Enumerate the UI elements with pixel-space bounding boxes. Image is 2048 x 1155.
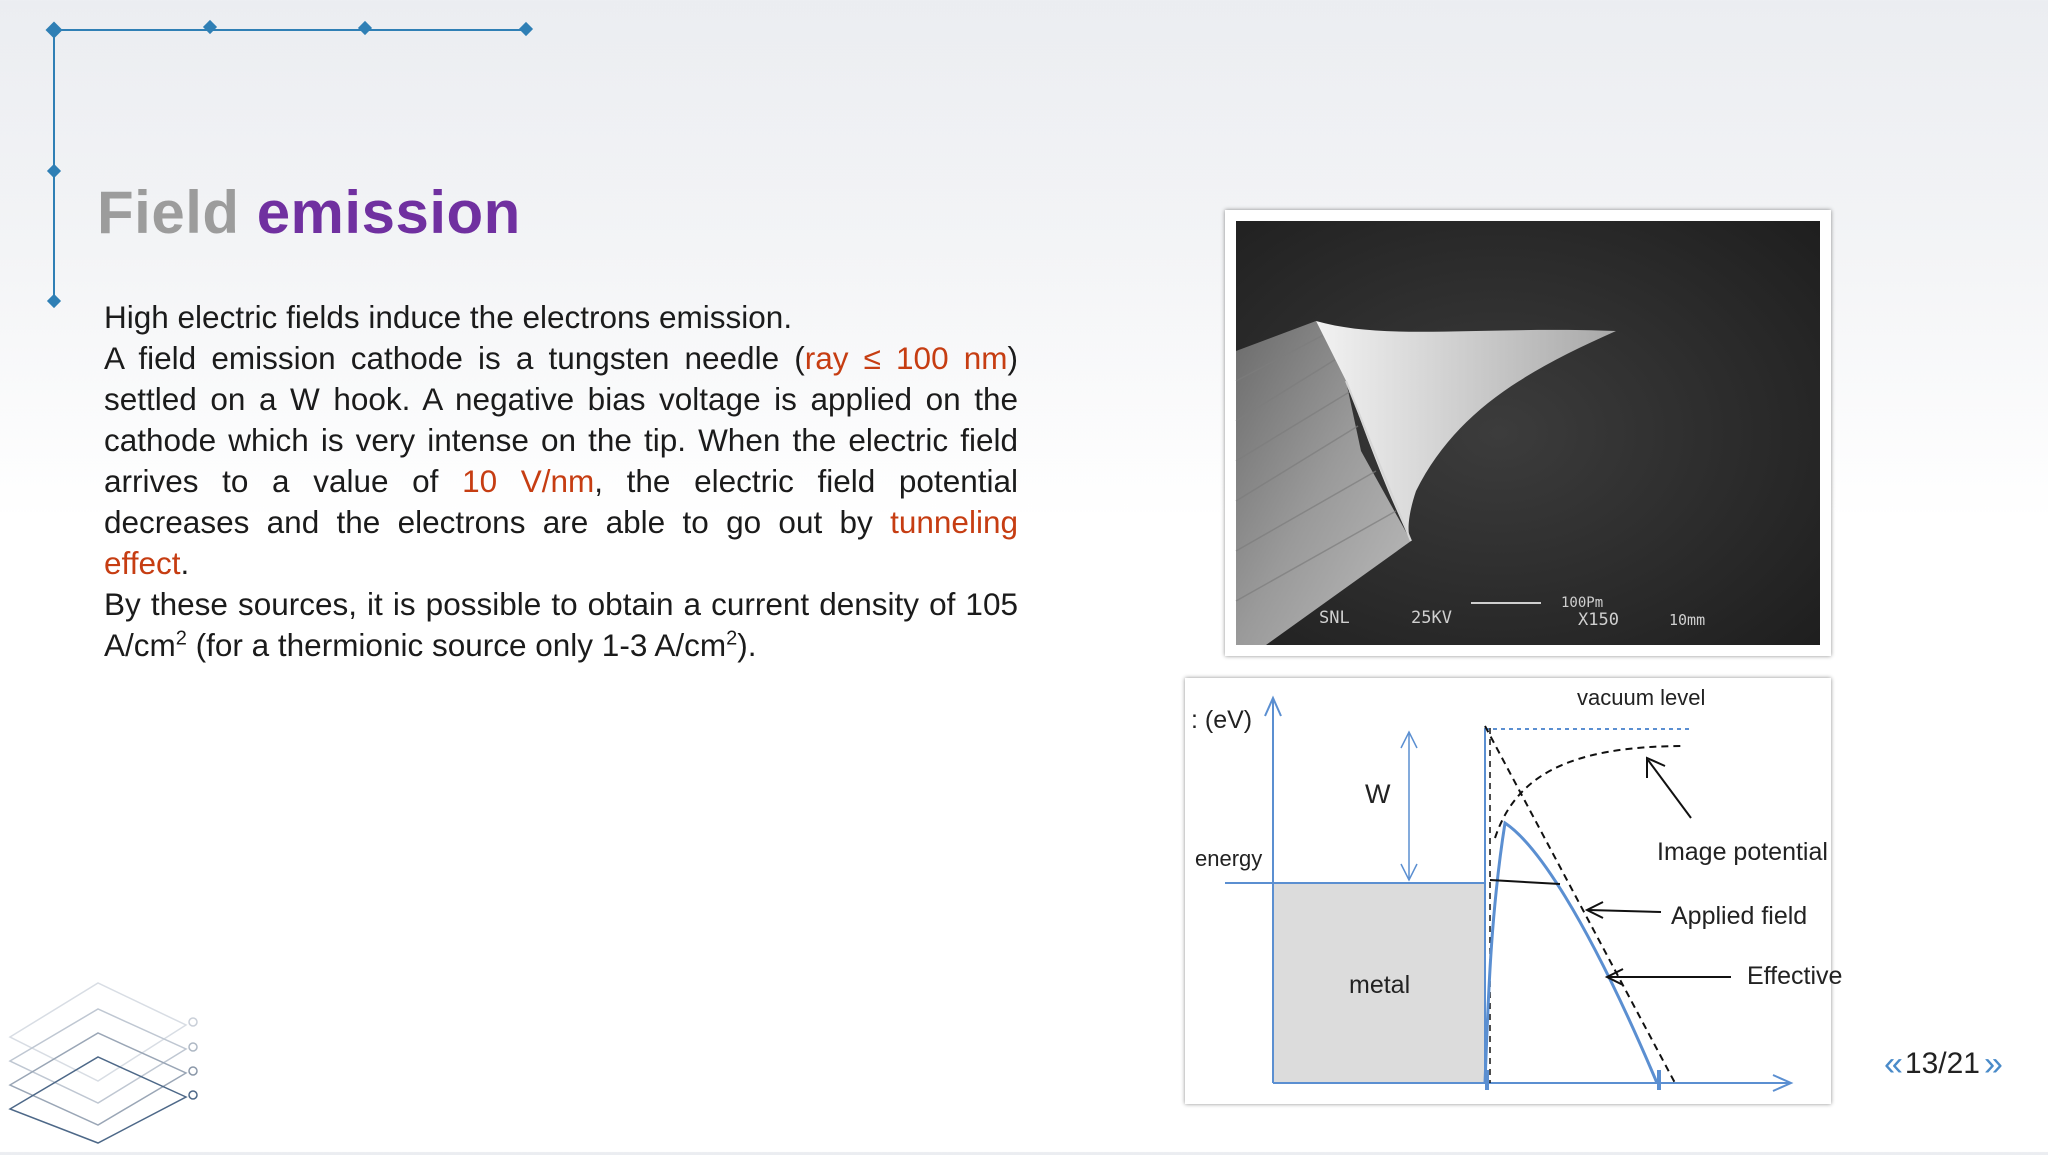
highlight-tunneling: tunneling effect xyxy=(104,504,1018,581)
p2-text-d: . xyxy=(180,545,190,581)
paragraph-1: High electric fields induce the electrons emission. xyxy=(104,299,793,335)
title-part-1: Field xyxy=(97,179,240,246)
sem-label-lab: SNL xyxy=(1319,608,1350,628)
label-vacuum-level: vacuum level xyxy=(1577,685,1706,710)
label-energy: energy xyxy=(1195,846,1263,871)
p3-text-c: ). xyxy=(737,627,757,663)
title-part-2: emission xyxy=(256,179,521,246)
sem-label-scale: 100Pm xyxy=(1561,595,1604,611)
double-chevron-right-icon[interactable]: » xyxy=(1984,1044,1993,1083)
label-energy-axis: : (eV) xyxy=(1191,706,1253,734)
paragraph-2 xyxy=(104,338,1018,584)
sem-label-working-distance: 10mm xyxy=(1669,611,1706,629)
p3-text-b: (for a thermionic source only 1-3 A/cm xyxy=(186,627,727,663)
double-chevron-left-icon[interactable]: « xyxy=(1884,1044,1893,1083)
page-number: 13/21 xyxy=(1904,1047,1980,1080)
label-effective: Effective xyxy=(1747,962,1843,990)
paragraph-3 xyxy=(104,584,1018,666)
pagination xyxy=(1884,1046,1993,1082)
corner-bracket-decoration xyxy=(0,0,560,320)
p2-text-a: A field emission cathode is a tungsten needle ( xyxy=(104,340,805,376)
label-image-potential: Image potential xyxy=(1657,838,1828,866)
sem-micrograph xyxy=(1236,221,1820,645)
p2-text-b: ) settled on a W hook. A negative bias voltage is applied on the cathode which is very intense on the tip. When the electric field arrives to a value of xyxy=(104,340,1018,499)
highlight-field-value: 10 V/nm xyxy=(462,463,595,499)
layers-decoration xyxy=(0,975,210,1155)
body-text xyxy=(104,297,1018,666)
sem-label-voltage: 25KV xyxy=(1411,608,1452,628)
p2-text-c: , the electric field potential decreases and the electrons are able to go out by xyxy=(104,463,1019,540)
label-metal: metal xyxy=(1349,971,1411,999)
highlight-ray: ray ≤ 100 nm xyxy=(804,340,1008,376)
energy-diagram xyxy=(1185,678,1843,1104)
label-work-function: W xyxy=(1365,779,1391,809)
slide-title xyxy=(97,178,521,247)
label-applied-field: Applied field xyxy=(1671,902,1808,930)
superscript-1: 2 xyxy=(175,627,187,650)
sem-label-magnification: X150 xyxy=(1578,610,1619,630)
superscript-2: 2 xyxy=(726,627,738,650)
energy-diagram-frame xyxy=(1185,678,1843,1104)
p3-text-a: By these sources, it is possible to obtain a current density of 105 A/cm xyxy=(104,586,1018,663)
sem-image-frame xyxy=(1225,210,1831,656)
